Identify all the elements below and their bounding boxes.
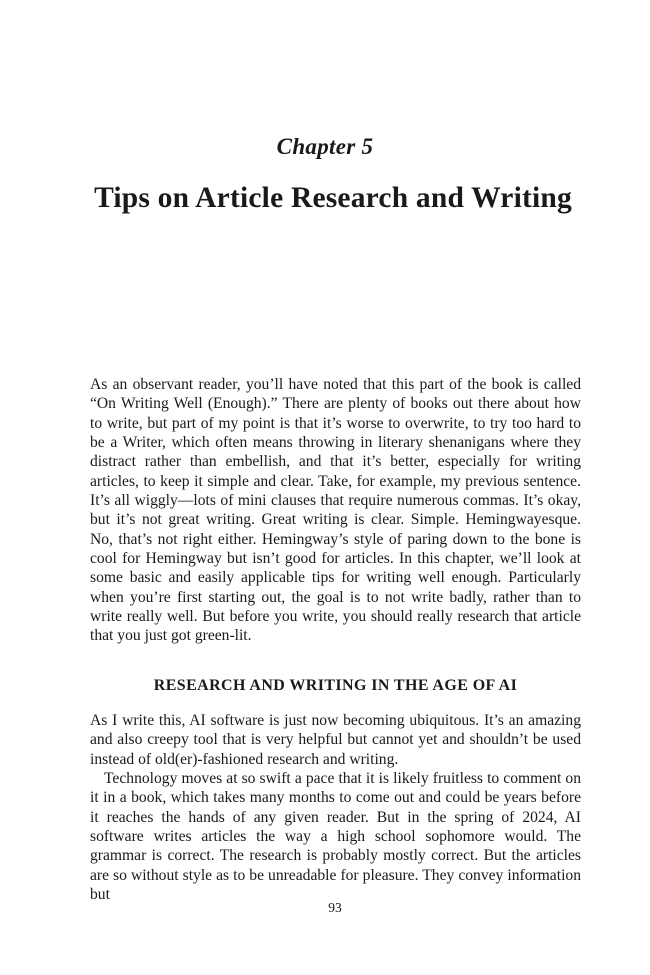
chapter-title: Tips on Article Research and Writing xyxy=(94,182,572,214)
section-text xyxy=(90,711,581,904)
section-heading: RESEARCH AND WRITING IN THE AGE OF AI xyxy=(153,677,518,694)
intro-paragraph: As an observant reader, you’ll have noted that this part of the book is called “On Writing Well (Enough).” There are plenty of books out there about how to write, but part of my point is that it’s worse to overwrite, to try too hard to be a Writer, which often means throwing in literary shenanigans where they distract rather than embellish, and that it’s better, especially for writing articles, to keep it simple and clear. Take, for example, my previous sentence. It’s all wiggly—lots of mini clauses that require numerous commas. It’s okay, but it’s not great writing. Great writing is clear. Simple. Hemingwayesque. No, that’s not right either. Hemingway’s style of paring down to the bone is cool for Hemingway but isn’t good for articles. In this chapter, we’ll look at some basic and easily applicable tips for writing well enough. Particularly when you’re first starting out, the goal is to not write badly, rather than to write really well. But before you write, you should really research that article that you just got green-lit. xyxy=(90,376,581,645)
page-number: 93 xyxy=(328,900,342,915)
intro-text xyxy=(90,375,581,646)
chapter-label: Chapter 5 xyxy=(276,134,374,159)
section-paragraph-2: Technology moves at so swift a pace that it is likely fruitless to comment on it in a book, which takes many months to come out and could be years before it reaches the hands of any given reader. But in the spring of 2024, AI software writes articles the way a high school sophomore would. The grammar is correct. The research is probably mostly correct. But the articles are so without style as to be unreadable for pleasure. They convey information but xyxy=(90,770,581,904)
section-paragraph-1: As I write this, AI software is just now becoming ubiquitous. It’s an amazing and also creepy tool that is very helpful but cannot yet and shouldn’t be used instead of old(er)-fashioned research and writing. xyxy=(90,712,581,768)
